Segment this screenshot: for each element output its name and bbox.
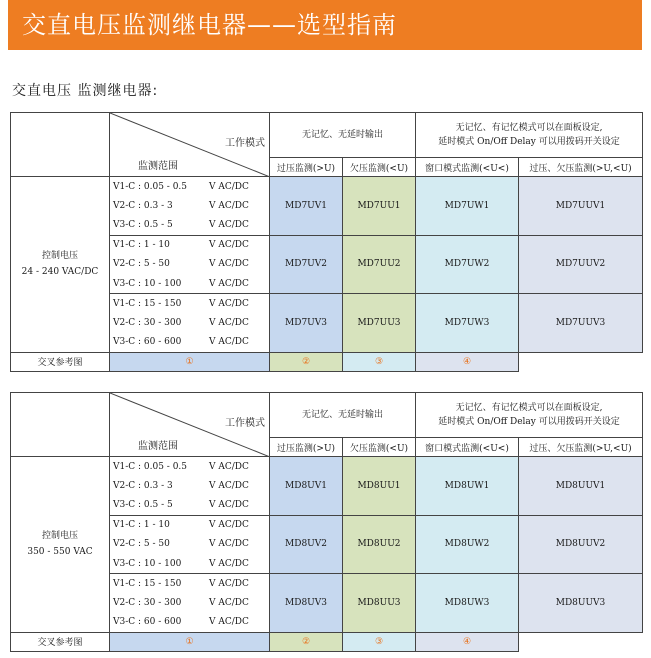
memory-header	[416, 393, 643, 438]
footer-label: 交叉参考图	[11, 632, 110, 651]
range-unit: V AC/DC	[209, 278, 249, 289]
range-label: V1-C : 1 - 10	[113, 240, 170, 250]
range-cell	[110, 274, 270, 294]
column-header-over: 过压监测(>U)	[270, 438, 343, 457]
work-mode-label: 工作模式	[225, 138, 265, 149]
column-header-under: 欠压监测(<U)	[343, 158, 416, 177]
range-cell	[110, 333, 270, 353]
range-unit: V AC/DC	[209, 539, 249, 550]
range-label: V2-C : 30 - 300	[113, 317, 182, 328]
memory-header	[416, 113, 643, 158]
model-cell: MD7UW1	[416, 177, 519, 236]
range-unit: V AC/DC	[209, 298, 249, 309]
range-label: V1-C : 0.05 - 0.5	[113, 461, 188, 472]
selection-table	[10, 112, 643, 372]
range-cell	[110, 216, 270, 236]
model-cell: MD8UU2	[343, 515, 416, 574]
column-header-under: 欠压监测(<U)	[343, 438, 416, 457]
range-unit: V AC/DC	[209, 480, 249, 491]
range-cell	[110, 554, 270, 574]
cross-reference-marker: ①	[110, 352, 270, 371]
monitor-range-label: 监测范围	[138, 441, 178, 452]
diagonal-header-cell	[110, 113, 270, 177]
model-cell: MD8UV3	[270, 574, 343, 633]
range-unit: V AC/DC	[209, 220, 249, 230]
monitor-range-label: 监测范围	[138, 161, 178, 172]
control-voltage-cell	[11, 457, 110, 633]
range-unit: V AC/DC	[209, 240, 249, 250]
range-label: V2-C : 30 - 300	[113, 597, 182, 608]
diagonal-header-cell	[110, 393, 270, 457]
cross-reference-marker: ②	[270, 352, 343, 371]
range-label: V1-C : 15 - 150	[113, 298, 182, 309]
no-memory-header: 无记忆、无延时输出	[270, 393, 416, 438]
range-unit: V AC/DC	[209, 597, 249, 608]
cross-reference-marker: ②	[270, 632, 343, 651]
range-label: V1-C : 1 - 10	[113, 520, 170, 530]
range-unit: V AC/DC	[209, 520, 249, 530]
model-cell: MD7UW3	[416, 294, 519, 353]
range-cell	[110, 613, 270, 633]
blank-corner-cell	[11, 393, 110, 457]
range-unit: V AC/DC	[209, 200, 249, 211]
range-unit: V AC/DC	[209, 259, 249, 270]
column-header-overunder: 过压、欠压监测(>U,<U)	[519, 158, 643, 177]
column-header-over: 过压监测(>U)	[270, 158, 343, 177]
model-cell: MD7UV2	[270, 235, 343, 294]
model-cell: MD8UW3	[416, 574, 519, 633]
range-label: V3-C : 0.5 - 5	[113, 500, 173, 510]
range-unit: V AC/DC	[209, 317, 249, 328]
column-header-overunder: 过压、欠压监测(>U,<U)	[519, 438, 643, 457]
range-cell	[110, 496, 270, 516]
page-banner-title: 交直电压监测继电器——选型指南	[8, 0, 642, 50]
cross-reference-marker: ①	[110, 632, 270, 651]
range-cell	[110, 177, 270, 197]
memory-header-line1: 无记忆、有记忆模式可以在面板设定,	[455, 403, 603, 413]
model-cell: MD8UW2	[416, 515, 519, 574]
range-cell	[110, 255, 270, 275]
range-unit: V AC/DC	[209, 578, 249, 589]
selection-table	[10, 392, 643, 652]
model-cell: MD8UW1	[416, 457, 519, 516]
range-cell	[110, 457, 270, 477]
section-subtitle: 交直电压 监测继电器:	[12, 83, 159, 99]
model-cell: MD7UUV3	[519, 294, 643, 353]
model-cell: MD7UV1	[270, 177, 343, 236]
model-cell: MD8UU3	[343, 574, 416, 633]
range-unit: V AC/DC	[209, 181, 249, 192]
blank-corner-cell	[11, 113, 110, 177]
range-cell	[110, 476, 270, 496]
model-cell: MD7UU1	[343, 177, 416, 236]
model-cell: MD7UV3	[270, 294, 343, 353]
range-cell	[110, 294, 270, 314]
range-cell	[110, 235, 270, 255]
model-cell: MD8UU1	[343, 457, 416, 516]
range-unit: V AC/DC	[209, 558, 249, 569]
model-cell: MD8UV2	[270, 515, 343, 574]
range-label: V3-C : 10 - 100	[113, 558, 182, 569]
range-cell	[110, 515, 270, 535]
model-cell: MD7UU3	[343, 294, 416, 353]
range-unit: V AC/DC	[209, 461, 249, 472]
memory-header-line2: 延时模式 On/Off Delay 可以用拨码开关设定	[438, 137, 620, 147]
range-unit: V AC/DC	[209, 617, 249, 627]
model-cell: MD7UU2	[343, 235, 416, 294]
memory-header-line2: 延时模式 On/Off Delay 可以用拨码开关设定	[438, 417, 620, 427]
range-label: V2-C : 0.3 - 3	[113, 200, 173, 211]
control-voltage-cell	[11, 177, 110, 353]
range-cell	[110, 196, 270, 216]
range-cell	[110, 574, 270, 594]
model-cell: MD8UUV1	[519, 457, 643, 516]
cross-reference-marker: ④	[416, 352, 519, 371]
cross-reference-marker: ③	[343, 352, 416, 371]
range-label: V2-C : 5 - 50	[113, 539, 170, 550]
range-label: V1-C : 0.05 - 0.5	[113, 181, 188, 192]
cross-reference-marker: ④	[416, 632, 519, 651]
range-label: V2-C : 0.3 - 3	[113, 480, 173, 491]
column-header-window: 窗口模式监测(<U<)	[416, 438, 519, 457]
range-cell	[110, 593, 270, 613]
control-voltage-value: 24 - 240 VAC/DC	[21, 267, 99, 278]
model-cell: MD7UUV1	[519, 177, 643, 236]
column-header-window: 窗口模式监测(<U<)	[416, 158, 519, 177]
model-cell: MD8UV1	[270, 457, 343, 516]
range-unit: V AC/DC	[209, 337, 249, 347]
model-cell: MD8UUV3	[519, 574, 643, 633]
model-cell: MD8UUV2	[519, 515, 643, 574]
model-cell: MD7UW2	[416, 235, 519, 294]
no-memory-header: 无记忆、无延时输出	[270, 113, 416, 158]
control-voltage-value: 350 - 550 VAC	[27, 547, 93, 558]
cross-reference-marker: ③	[343, 632, 416, 651]
range-label: V3-C : 60 - 600	[113, 617, 182, 627]
range-label: V2-C : 5 - 50	[113, 259, 170, 270]
range-cell	[110, 313, 270, 333]
range-label: V3-C : 0.5 - 5	[113, 220, 173, 230]
memory-header-line1: 无记忆、有记忆模式可以在面板设定,	[455, 123, 603, 133]
range-label: V3-C : 10 - 100	[113, 278, 182, 289]
work-mode-label: 工作模式	[225, 418, 265, 429]
range-label: V3-C : 60 - 600	[113, 337, 182, 347]
model-cell: MD7UUV2	[519, 235, 643, 294]
control-voltage-label: 控制电压	[41, 251, 78, 262]
range-cell	[110, 535, 270, 555]
range-unit: V AC/DC	[209, 500, 249, 510]
control-voltage-label: 控制电压	[41, 531, 78, 542]
range-label: V1-C : 15 - 150	[113, 578, 182, 589]
footer-label: 交叉参考图	[11, 352, 110, 371]
